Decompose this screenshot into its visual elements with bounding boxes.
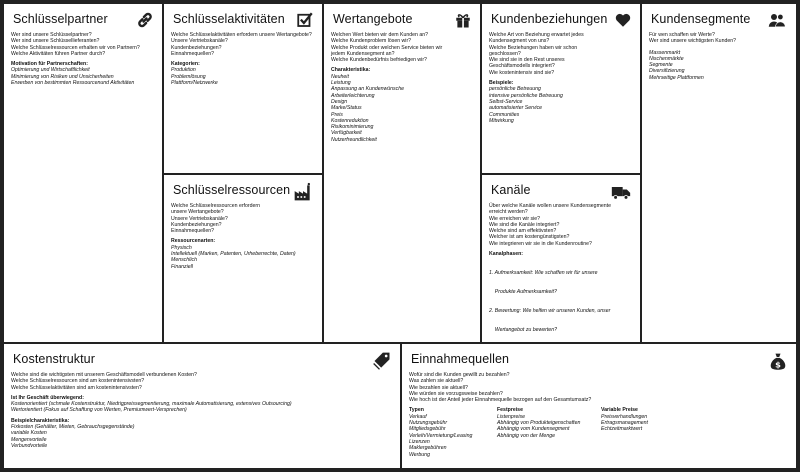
- question: Unsere Vertriebskanäle?: [171, 215, 228, 222]
- question: Welcher ist am kostengünstigsten?: [489, 234, 570, 241]
- question: Wofür sind die Kunden gewillt zu bezahlen?: [409, 372, 510, 378]
- list-item: Lizenzen: [409, 438, 430, 445]
- question: Welche Art von Beziehung erwartet jedes: [489, 32, 584, 38]
- list-item: Leistung: [331, 80, 351, 87]
- list-item: Communities: [489, 111, 520, 118]
- list-item: Maklergebühren: [409, 445, 447, 452]
- list-item: Mitwirkung: [489, 117, 514, 124]
- question: Welche sind am effektivsten?: [489, 228, 557, 235]
- question: Welche Schlüsselressourcen sind am kostenintensivsten?: [11, 378, 145, 385]
- list-item: Arbeiterleichterung: [331, 92, 375, 99]
- list-item: Echtzeitmarktwert: [601, 426, 643, 433]
- list-item: Optimierung und Wirtschaftlichkeit: [11, 67, 90, 74]
- question: Was zahlen sie aktuell?: [409, 378, 464, 385]
- list-item: 1. Aufmerksamkeit: Wie schaffen wir für unsere: [489, 269, 598, 276]
- price-tag-icon: [372, 351, 392, 371]
- link-icon: [136, 11, 154, 29]
- question: Kundenbeziehungen?: [171, 44, 222, 51]
- question: Welche Schlüsselaktivitäten sind am kostenintensivsten?: [11, 384, 142, 391]
- list-item: Abhängig von Produkteigenschaften: [497, 420, 581, 427]
- subheading: Kanalphasen:: [489, 251, 524, 258]
- question: Welche Produkt oder welchen Service bieten wir: [331, 44, 443, 51]
- question: Wie kostenintensiv sind sie?: [489, 69, 555, 76]
- value-propositions-title: Wertangebote: [333, 12, 413, 26]
- revenue-columns: [409, 407, 789, 457]
- list-item: Kostenorientiert (schmale Kostenstruktur, Niedrigpreissegmentierung, maximale Automatisierung, extensives Outsourcing): [11, 401, 292, 408]
- question: Kundenbeziehungen?: [171, 221, 222, 228]
- list-item: Preisverhandlungen: [601, 413, 648, 420]
- list-item: Produkte Aufmerksamkeit?: [489, 288, 557, 295]
- list-item: Mengenvorteile: [11, 436, 47, 443]
- question: Welche Kundenbedürfnis befriedigen wir?: [331, 57, 427, 64]
- column-heading: Festpreise: [497, 407, 523, 414]
- list-item: Physisch: [171, 244, 192, 251]
- question: Wie sind die Kanäle integriert?: [489, 221, 560, 228]
- question: Welche Schlüsselressourcen erfordern: [171, 203, 260, 209]
- checkbox-icon: [296, 11, 314, 29]
- subheading: Beispielcharakteristika:: [11, 417, 70, 424]
- question: jedem Kundensegment an?: [331, 50, 395, 57]
- fixed-prices-column: [497, 407, 585, 457]
- list-item: Erwerben von bestimmten Ressourcenund Aktivitäten: [11, 80, 135, 87]
- question: Unsere Vertriebskanäle?: [171, 38, 228, 45]
- question: erreicht werden?: [489, 209, 528, 216]
- revenue-streams-title: Einnahmequellen: [411, 352, 510, 366]
- question: Einnahmequellen?: [171, 50, 214, 57]
- question: Wer sind unsere wichtigsten Kunden?: [649, 38, 736, 45]
- key-partners-block: [2, 2, 164, 344]
- list-item: Neuheit: [331, 73, 349, 80]
- subheading: Beispiele:: [489, 80, 514, 87]
- key-resources-block: [162, 173, 324, 344]
- list-item: Produktion: [171, 67, 196, 74]
- question: unsere Wertangebote?: [171, 209, 224, 216]
- customer-segments-block: [640, 2, 798, 344]
- heart-icon: [614, 11, 632, 29]
- list-item: Listenpreise: [497, 413, 525, 420]
- list-item: Verleih/Vermietung/Leasing: [409, 432, 473, 439]
- question: Über welche Kanäle wollen unsere Kundensegmente: [489, 203, 611, 209]
- question: Welche sind die wichtigsten mit unserem Geschäftsmodell verbundenen Kosten?: [11, 372, 197, 378]
- list-item: Nischenmärkte: [649, 55, 684, 62]
- list-item: Massenmarkt: [649, 49, 681, 56]
- customer-relationships-block: [480, 2, 642, 175]
- list-item: Nutzerfreundlichkeit: [331, 136, 377, 143]
- users-icon: [766, 11, 788, 29]
- list-item: Abhängig von der Menge: [497, 432, 555, 439]
- list-item: Verkauf: [409, 413, 427, 420]
- list-item: 2. Bewertung: Wie helfen wir unseren Kunden, unser: [489, 307, 611, 314]
- question: Für wen schaffen wir Werte?: [649, 32, 715, 38]
- question: Welche Beziehungen haben wir schon: [489, 44, 578, 51]
- subheading: Ist Ihr Geschäft überwiegend:: [11, 394, 84, 401]
- cost-structure-title: Kostenstruktur: [13, 352, 95, 366]
- question: Welchen Wert bieten wir dem Kunden an?: [331, 32, 428, 38]
- variable-prices-column: [601, 407, 671, 457]
- list-item: Anpassung an Kundenwünsche: [331, 86, 404, 93]
- list-item: intensive persönliche Betreuung: [489, 92, 563, 99]
- question: geschlossen?: [489, 50, 521, 57]
- question: Wer sind unsere Schlüssellieferanten?: [11, 38, 100, 45]
- list-item: Selbst-Service: [489, 98, 523, 105]
- question: Welche Schlüsselaktivitäten erfordern unsere Wertangebote?: [171, 32, 312, 38]
- list-item: Mitgliedsgebühr: [409, 426, 446, 433]
- list-item: Nutzungsgebühr: [409, 420, 448, 427]
- list-item: Verbundvorteile: [11, 442, 48, 449]
- question: Wer sind unsere Schlüsselpartner?: [11, 32, 92, 38]
- list-item: Risikominimierung: [331, 124, 374, 131]
- gift-icon: [454, 11, 472, 29]
- question: Wie bezahlen sie aktuell?: [409, 384, 468, 391]
- key-resources-title: Schlüsselressourcen: [173, 183, 291, 197]
- list-item: Intellektuell (Marken, Patenten, Urheberrechte, Daten): [171, 251, 296, 258]
- key-activities-block: [162, 2, 324, 175]
- list-item: Minimierung von Risiken und Unsicherheiten: [11, 73, 114, 80]
- list-item: Segmente: [649, 62, 673, 69]
- money-bag-icon: [768, 351, 788, 373]
- question: Einnahmequellen?: [171, 228, 214, 235]
- list-item: Fixkosten (Gehälter, Mieten, Gebrauchsgegenstände): [11, 424, 135, 431]
- list-item: Wertangebot zu bewerten?: [489, 326, 557, 333]
- subheading: Charakteristika:: [331, 67, 371, 74]
- revenue-streams-block: [400, 342, 798, 470]
- list-item: Finanziell: [171, 263, 193, 270]
- list-item: automatisierter Service: [489, 105, 543, 112]
- value-propositions-block: [322, 2, 482, 344]
- question: Wie würden sie vorzugsweise bezahlen?: [409, 390, 503, 397]
- list-item: Ertragsmanagement: [601, 420, 648, 427]
- list-item: Mehrseitige Plattformen: [649, 74, 704, 81]
- list-item: Wertorientiert (Fokus auf Schaffung von Werten, Premiumwert-Versprechen): [11, 407, 187, 414]
- list-item: Werbung: [409, 451, 430, 458]
- list-item: Problemlösung: [171, 73, 206, 80]
- list-item: Menschlich: [171, 257, 197, 264]
- subheading: Ressourcenarten:: [171, 238, 216, 245]
- column-heading: Typen: [409, 407, 424, 414]
- truck-icon: [610, 182, 632, 202]
- list-item: Plattform/Netzwerke: [171, 80, 218, 87]
- question: Welche Aktivitäten führen Partner durch?: [11, 50, 106, 57]
- list-item: Design: [331, 98, 348, 105]
- question: Wie integrieren wir sie in die Kundenroutine?: [489, 240, 592, 247]
- question: Geschäftsmodells integriert?: [489, 63, 555, 70]
- customer-segments-title: Kundensegmente: [651, 12, 751, 26]
- list-item: Abhängig vom Kundensegment: [497, 426, 570, 433]
- svg-text:$: $: [775, 359, 781, 370]
- channels-title: Kanäle: [491, 183, 531, 197]
- question: Wie erreichen wir sie?: [489, 215, 541, 222]
- key-activities-title: Schlüsselaktivitäten: [173, 12, 285, 26]
- revenue-types-column: [409, 407, 481, 457]
- list-item: variable Kosten: [11, 430, 47, 437]
- question: Welche Kundenproblem lösen wir?: [331, 38, 412, 45]
- key-partners-title: Schlüsselpartner: [13, 12, 108, 26]
- question: Welche Schlüsselressourcen erhalten wir von Partnern?: [11, 44, 140, 51]
- customer-relationships-title: Kundenbeziehungen: [491, 12, 608, 26]
- factory-icon: [292, 182, 314, 202]
- question: Kundensegment von uns?: [489, 38, 550, 45]
- list-item: Verfügbarkeit: [331, 130, 362, 137]
- column-heading: Variable Preise: [601, 407, 638, 414]
- list-item: Diversifizierung: [649, 68, 685, 75]
- subheading: Motivation für Partnerschaften:: [11, 61, 88, 68]
- list-item: Marke/Status: [331, 105, 362, 112]
- channels-block: [480, 173, 642, 344]
- list-item: persönliche Betreuung: [489, 86, 541, 93]
- list-item: Preis: [331, 111, 343, 118]
- question: Wie sind sie in den Rest unseres: [489, 57, 565, 64]
- question: Wie hoch ist der Anteil jeder Einnahmequelle bezogen auf den Gesamtumsatz?: [409, 397, 592, 404]
- cost-structure-block: [2, 342, 402, 470]
- subheading: Kategorien:: [171, 61, 200, 68]
- list-item: Kostenreduktion: [331, 117, 369, 124]
